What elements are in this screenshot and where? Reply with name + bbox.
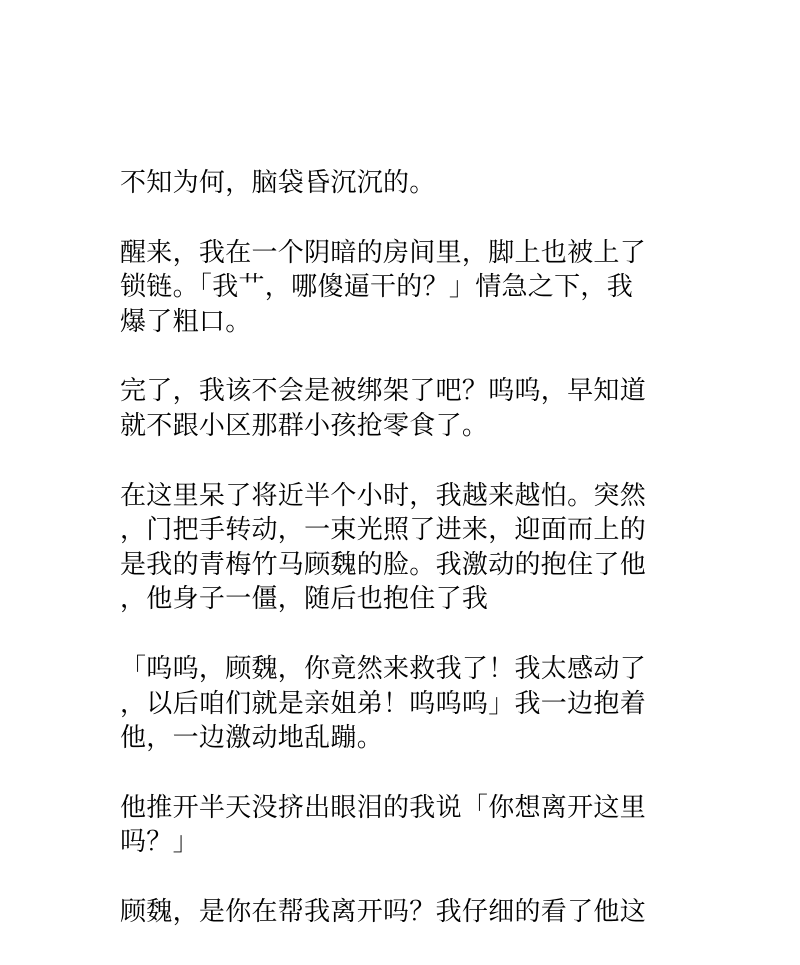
text-line: 他，一边激动地乱蹦。 — [120, 723, 384, 754]
text-line: 在这里呆了将近半个小时，我越来越怕。突然 — [120, 480, 647, 511]
paragraph-6 — [120, 791, 680, 860]
text-line: ，他身子一僵，随后也抱住了我 — [120, 584, 489, 615]
paragraph-7 — [120, 895, 680, 930]
text-line: 顾魏，是你在帮我离开吗？我仔细的看了他这 — [120, 896, 647, 927]
paragraph-3 — [120, 374, 680, 443]
paragraph-2 — [120, 236, 680, 340]
text-line: ，门把手转动，一束光照了进来，迎面而上的 — [120, 515, 647, 546]
text-line: 完了，我该不会是被绑架了吧？呜呜，早知道 — [120, 376, 647, 407]
paragraph-5 — [120, 652, 680, 756]
text-line: 是我的青梅竹马顾魏的脸。我激动的抱住了他 — [120, 549, 647, 580]
text-line: 他推开半天没挤出眼泪的我说「你想离开这里 — [120, 792, 647, 823]
text-line: 「呜呜，顾魏，你竟然来救我了！我太感动了 — [120, 653, 647, 684]
text-line: 吗？」 — [120, 827, 199, 858]
text-line: 锁链。「我艹，哪傻逼干的？」情急之下，我 — [120, 272, 634, 303]
text-line: ，以后咱们就是亲姐弟！呜呜呜」我一边抱着 — [120, 688, 647, 719]
text-line: 醒来，我在一个阴暗的房间里，脚上也被上了 — [120, 237, 647, 268]
text-line: 就不跟小区那群小孩抢零食了。 — [120, 410, 489, 441]
paragraph-1 — [120, 166, 680, 201]
paragraph-4 — [120, 479, 680, 617]
text-line: 不知为何，脑袋昏沉沉的。 — [120, 168, 436, 198]
story-text — [120, 166, 680, 965]
text-line: 爆了粗口。 — [120, 306, 252, 337]
